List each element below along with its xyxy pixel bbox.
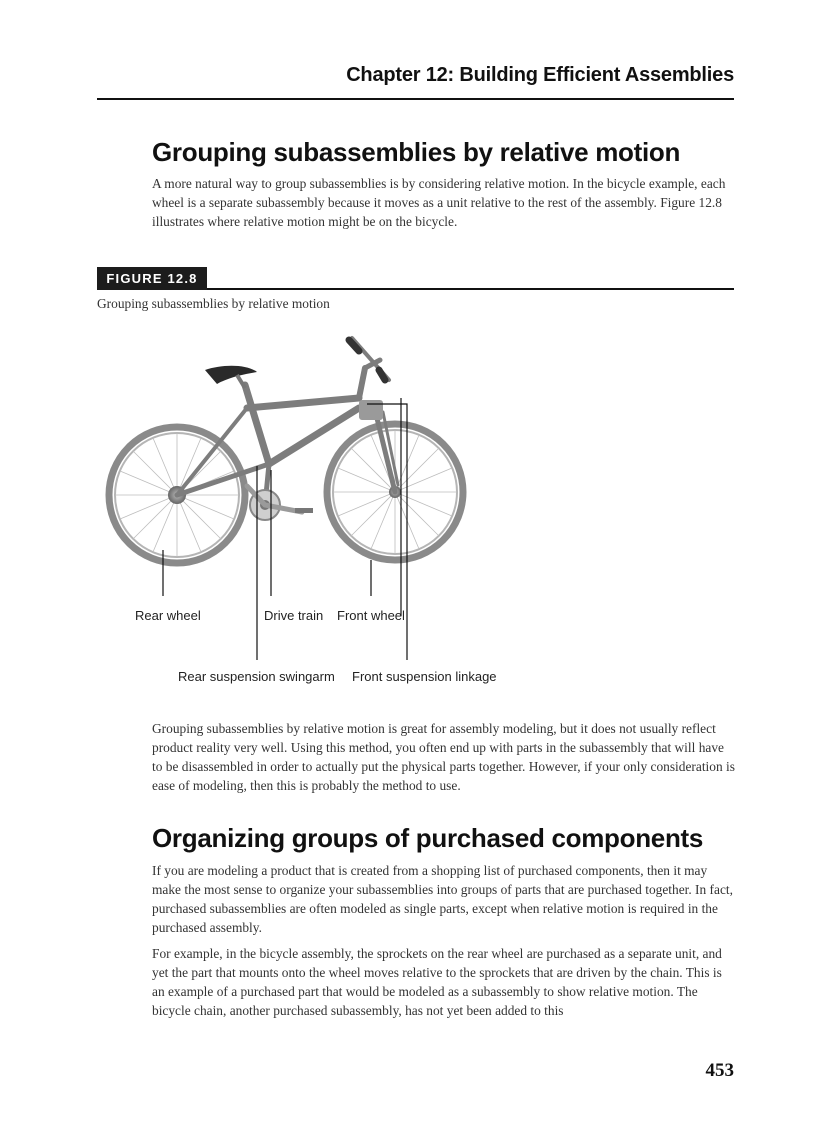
bicycle-frame <box>177 338 398 505</box>
section1-paragraph: A more natural way to group subassemblies is by considering relative motion. In the bicycle example, each wheel is a separate subassembly because it moves as a unit relative to the rest of the assembly. Figure 12.8 illustrates where relative motion might be on the bicycle. <box>152 176 726 229</box>
chapter-header: Chapter 12: Building Efficient Assemblies <box>346 64 734 86</box>
section-heading-relative-motion: Grouping subassemblies by relative motion <box>152 137 681 167</box>
page-number: 453 <box>705 1060 734 1081</box>
callout-front-linkage: Front suspension linkage <box>352 669 497 684</box>
front-linkage-graphic <box>359 400 383 420</box>
callout-rear-swingarm: Rear suspension swingarm <box>178 669 335 684</box>
saddle-graphic <box>205 366 257 384</box>
figure-rule <box>207 288 734 290</box>
callout-drive-train: Drive train <box>264 608 324 623</box>
callout-front-wheel: Front wheel <box>337 608 405 623</box>
section2-paragraph1: If you are modeling a product that is created from a shopping list of purchased components, then it may make the most sense to organize your subassemblies into groups of parts that are purchased together. In fact, purchased subassemblies are often modeled as single parts, except when relative motion is required in the purchased assembly. <box>152 863 733 935</box>
section2-paragraph2: For example, in the bicycle assembly, the sprockets on the rear wheel are purchased as a separate unit, and yet the part that mounts onto the wheel moves relative to the sprockets that are driven by the chain. This is an example of a purchased part that would be modeled as a subassembly to show relative motion. The bicycle chain, another purchased subassembly, has not yet been added to this <box>152 946 722 1018</box>
figure-label: FIGURE 12.8 <box>97 267 207 290</box>
paragraph-relative-motion-discussion: Grouping subassemblies by relative motion is great for assembly modeling, but it does not usually reflect product reality very well. Using this method, you often end up with parts in the subassembly that will have to be disassembled in order to actually put the physical parts together. However, if your only consideration is ease of modeling, then this is probably the method to use. <box>152 721 735 793</box>
figure-caption: Grouping subassemblies by relative motion <box>97 296 330 311</box>
callout-rear-wheel: Rear wheel <box>135 608 201 623</box>
header-rule <box>97 98 734 100</box>
section-heading-purchased-components: Organizing groups of purchased components <box>152 823 704 853</box>
bicycle-illustration <box>97 320 737 700</box>
